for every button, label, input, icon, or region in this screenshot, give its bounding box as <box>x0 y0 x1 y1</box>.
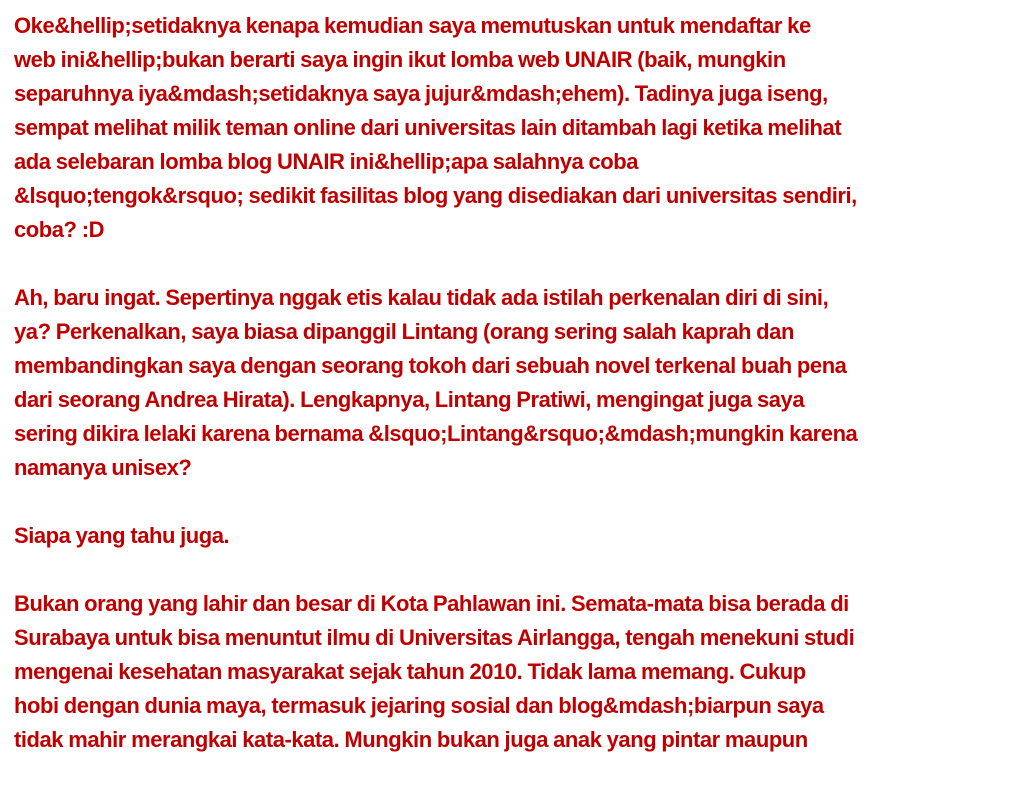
document-body <box>14 9 1014 791</box>
text-line: tidak mahir merangkai kata-kata. Mungkin bukan juga anak yang pintar maupun <box>14 727 808 752</box>
text-line: Ah, baru ingat. Sepertinya nggak etis kalau tidak ada istilah perkenalan diri di sini, <box>14 285 829 310</box>
paragraph-1 <box>14 9 1014 247</box>
text-line: namanya unisex? <box>14 455 192 480</box>
text-line: web ini&hellip;bukan berarti saya ingin ikut lomba web UNAIR (baik, mungkin <box>14 47 786 72</box>
text-line: coba? :D <box>14 217 105 242</box>
text-line: &lsquo;tengok&rsquo; sedikit fasilitas blog yang disediakan dari universitas sendiri, <box>14 183 857 208</box>
text-line: mengenai kesehatan masyarakat sejak tahun 2010. Tidak lama memang. Cukup <box>14 659 806 684</box>
text-line: dari seorang Andrea Hirata). Lengkapnya, Lintang Pratiwi, mengingat juga saya <box>14 387 805 412</box>
text-line: Siapa yang tahu juga. <box>14 523 230 548</box>
paragraph-4 <box>14 587 1014 757</box>
paragraph-3 <box>14 519 1014 553</box>
paragraph-2 <box>14 281 1014 485</box>
text-line: sering dikira lelaki karena bernama &lsquo;Lintang&rsquo;&mdash;mungkin karena <box>14 421 858 446</box>
text-line: membandingkan saya dengan seorang tokoh dari sebuah novel terkenal buah pena <box>14 353 847 378</box>
text-line: ada selebaran lomba blog UNAIR ini&hellip;apa salahnya coba <box>14 149 638 174</box>
text-line: Oke&hellip;setidaknya kenapa kemudian saya memutuskan untuk mendaftar ke <box>14 13 811 38</box>
text-line: hobi dengan dunia maya, termasuk jejaring sosial dan blog&mdash;biarpun saya <box>14 693 824 718</box>
text-line: Surabaya untuk bisa menuntut ilmu di Universitas Airlangga, tengah menekuni studi <box>14 625 855 650</box>
text-line: separuhnya iya&mdash;setidaknya saya jujur&mdash;ehem). Tadinya juga iseng, <box>14 81 828 106</box>
text-line: ya? Perkenalkan, saya biasa dipanggil Lintang (orang sering salah kaprah dan <box>14 319 794 344</box>
text-line: sempat melihat milik teman online dari universitas lain ditambah lagi ketika melihat <box>14 115 842 140</box>
text-line: Bukan orang yang lahir dan besar di Kota Pahlawan ini. Semata-mata bisa berada di <box>14 591 849 616</box>
